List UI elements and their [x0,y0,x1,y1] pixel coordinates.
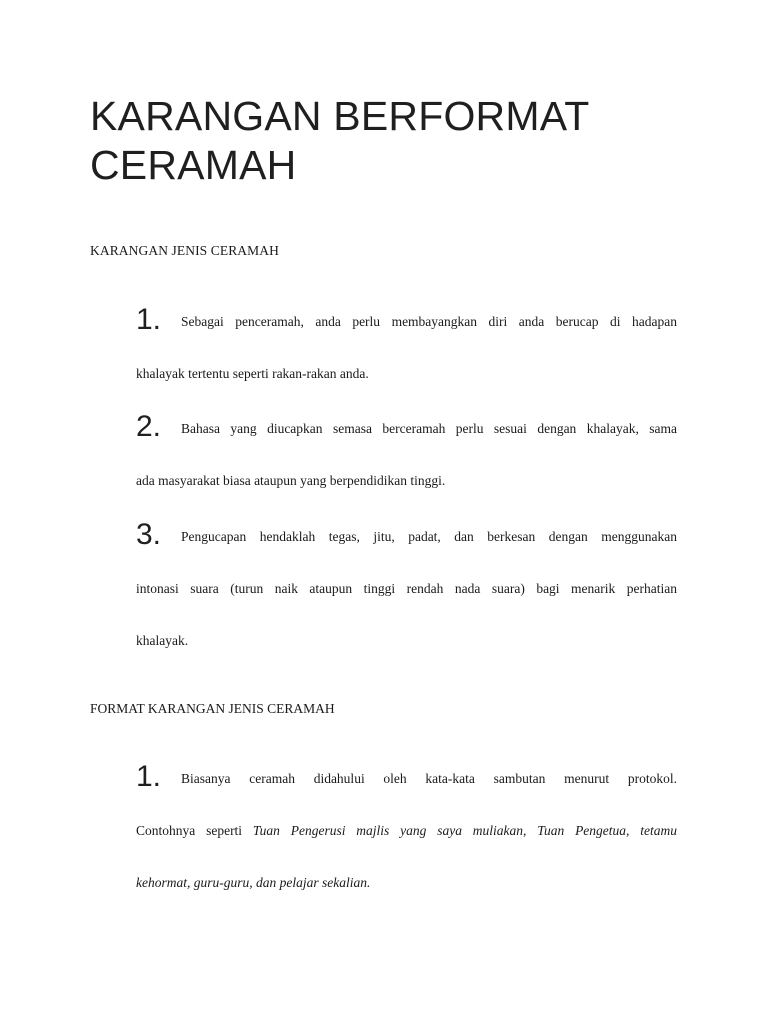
list-item-text-line: Bahasa yang diucapkan semasa berceramah perlu sesuai dengan khalayak, sama [181,421,677,436]
section-heading-karangan-jenis-ceramah: KARANGAN JENIS CERAMAH [90,243,279,258]
text-italic: Tuan Pengerusi majlis yang saya muliakan, Tuan Pengetua, tetamu [252,823,677,838]
list-item-text-line [136,823,677,839]
list-item-number: 1. [136,760,162,793]
list-item-text-line: khalayak. [136,633,189,648]
list-item-number: 3. [136,518,162,551]
section-heading-format-karangan: FORMAT KARANGAN JENIS CERAMAH [90,701,335,716]
list-item-text-line: Biasanya ceramah didahului oleh kata-kata sambutan menurut protokol. [181,771,677,786]
text-plain: Contohnya seperti [136,823,253,838]
list-item-number: 2. [136,410,162,443]
document-title [90,92,690,190]
title-line-1: KARANGAN BERFORMAT [90,93,590,139]
list-item-number: 1. [136,303,162,336]
list-item-text-line: Pengucapan hendaklah tegas, jitu, padat, dan berkesan dengan menggunakan [181,529,677,544]
list-item-text-line: ada masyarakat biasa ataupun yang berpendidikan tinggi. [136,473,446,488]
list-item-text-line: khalayak tertentu seperti rakan-rakan anda. [136,366,369,381]
list-item-text-line: Sebagai penceramah, anda perlu membayangkan diri anda berucap di hadapan [181,314,677,329]
title-line-2: CERAMAH [90,142,297,188]
list-item-text-line: intonasi suara (turun naik ataupun tinggi rendah nada suara) bagi menarik perhatian [136,581,677,596]
list-item-text-line: kehormat, guru-guru, dan pelajar sekalian. [136,875,371,890]
